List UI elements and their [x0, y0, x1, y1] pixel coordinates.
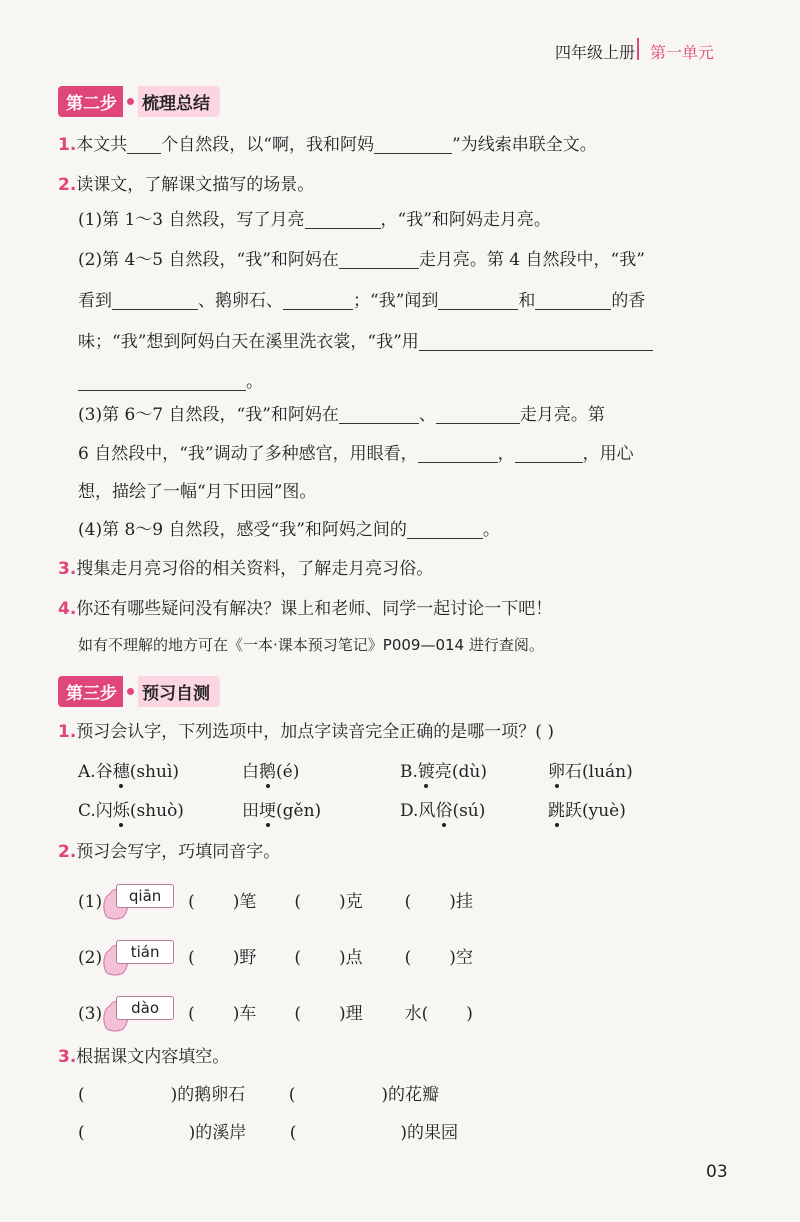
answer-blank[interactable]: [85, 1086, 171, 1104]
option-c[interactable]: [78, 799, 184, 823]
dotted-char: 镀: [417, 762, 435, 782]
question-text: ，用心: [582, 444, 634, 464]
answer-blank[interactable]: [428, 1005, 466, 1023]
answer-blank[interactable]: [515, 444, 583, 463]
question-text: 搜集走月亮习俗的相关资料，了解走月亮习俗。: [76, 559, 434, 579]
option-text: 石(luán): [565, 762, 633, 782]
question-3-2: [58, 840, 280, 864]
option-text: (shuì): [129, 762, 180, 782]
question-text: 你还有哪些疑问没有解决？课上和老师、同学一起讨论一下吧！: [76, 599, 553, 619]
pinyin-badge: [102, 994, 174, 1034]
homophone-row-2: (2) tián ( ) 野 ( ) 点 ( ) 空: [78, 938, 473, 978]
dotted-char: 埂: [259, 801, 276, 821]
step-label: 第二步: [58, 86, 123, 117]
fill-row-1: ( )的鹅卵石 ( )的花瓣: [78, 1085, 439, 1105]
question-3-1: [58, 720, 554, 744]
section-heading-step2: [58, 86, 220, 116]
option-d[interactable]: [400, 799, 485, 823]
question-number: 3.: [58, 559, 77, 579]
option-b-word2: [548, 760, 633, 784]
dotted-char: 鹅: [259, 762, 276, 782]
question-2-4: [58, 597, 552, 621]
answer-blank[interactable]: [112, 291, 198, 310]
option-text: A.谷: [78, 762, 113, 782]
answer-blank[interactable]: [305, 210, 381, 229]
question-text: 读课文，了解课文描写的场景。: [76, 175, 315, 195]
question-text: (4)第 8～9 自然段，感受“我”和阿妈之间的: [78, 520, 407, 540]
row-index: (1): [78, 892, 103, 912]
fill-suffix: 的溪岸: [195, 1123, 247, 1143]
question-text: 的香: [611, 291, 646, 311]
dotted-char: 烁: [112, 801, 130, 821]
option-text: B.: [400, 762, 418, 782]
fill-suffix: 的鹅卵石: [177, 1085, 246, 1105]
sub-question-2-line4: [78, 370, 263, 394]
question-number: 4.: [58, 599, 77, 619]
option-b[interactable]: [400, 760, 487, 784]
option-text: D.风: [400, 801, 436, 821]
option-text: 跃(yuè): [565, 801, 626, 821]
char-suffix: 空: [455, 948, 473, 968]
answer-blank[interactable]: [374, 135, 452, 154]
char-suffix: 笔: [239, 892, 257, 912]
answer-blank[interactable]: [78, 372, 246, 391]
section-heading-step3: [58, 676, 220, 706]
option-text: (gěn): [276, 801, 322, 821]
header-unit: 第一单元: [650, 43, 715, 62]
answer-blank[interactable]: [436, 405, 520, 424]
reference-note: 如有不理解的地方可在《一本·课本预习笔记》P009—014 进行查阅。: [78, 636, 544, 654]
answer-blank[interactable]: [339, 405, 419, 424]
char-suffix: 野: [239, 948, 257, 968]
row-index: (2): [78, 948, 103, 968]
pinyin-badge: [102, 938, 174, 978]
question-number: 2.: [58, 842, 77, 862]
option-text: 田: [242, 801, 259, 821]
answer-blank[interactable]: [195, 949, 233, 967]
dotted-char: 跳: [548, 801, 565, 821]
answer-blank[interactable]: [411, 893, 449, 911]
sub-question-3-line2: [78, 442, 634, 466]
sub-question-2-line2: [78, 289, 645, 313]
sub-question-4: [78, 518, 500, 542]
question-text: 和: [518, 291, 536, 311]
question-text: 预习会认字，下列选项中，加点字读音完全正确的是哪一项？( ): [76, 722, 554, 742]
char-suffix: 点: [345, 948, 363, 968]
step-title: 预习自测: [138, 676, 220, 707]
pinyin-text: dào: [116, 996, 174, 1020]
question-number: 1.: [58, 135, 77, 155]
question-text: 走月亮。第: [519, 405, 605, 425]
answer-blank[interactable]: [301, 893, 339, 911]
question-text: (1)第 1～3 自然段，写了月亮: [78, 210, 305, 230]
question-text: 。: [246, 372, 263, 392]
option-c-word2: [242, 799, 321, 823]
answer-blank[interactable]: [301, 949, 339, 967]
question-text: 、鹅卵石、: [198, 291, 283, 311]
answer-blank[interactable]: [301, 1005, 339, 1023]
question-text: 6 自然段中，“我”调动了多种感官，用眼看，: [78, 444, 418, 464]
sub-question-3-line1: [78, 403, 605, 427]
fill-suffix: 的果园: [406, 1123, 458, 1143]
sub-question-2-line1: [78, 248, 645, 272]
question-text: 想，描绘了一幅“月下田园”图。: [78, 482, 317, 502]
question-2-3: [58, 557, 433, 581]
option-a[interactable]: [78, 760, 179, 784]
question-text: ；“我”闻到: [353, 291, 439, 311]
answer-blank[interactable]: [339, 250, 419, 269]
bullet-dot-icon: [127, 98, 134, 105]
header-grade: 四年级上册: [555, 43, 636, 62]
question-text: ，“我”和阿妈走月亮。: [380, 210, 551, 230]
question-3-3: [58, 1045, 229, 1069]
question-text: ”为线索串联全文。: [452, 135, 597, 155]
bullet-dot-icon: [127, 688, 134, 695]
pinyin-badge: [102, 882, 174, 922]
answer-blank[interactable]: [419, 332, 653, 351]
answer-blank[interactable]: [127, 135, 161, 154]
question-text: 味；“我”想到阿妈白天在溪里洗衣裳，“我”用: [78, 332, 419, 352]
char-prefix: 水: [404, 1004, 422, 1024]
answer-blank[interactable]: [195, 893, 233, 911]
step-title: 梳理总结: [138, 86, 220, 117]
option-text: 亮(dù): [434, 762, 488, 782]
char-suffix: 理: [345, 1004, 363, 1024]
answer-blank[interactable]: [411, 949, 449, 967]
question-text: 个自然段，以“啊，我和阿妈: [161, 135, 374, 155]
row-index: (3): [78, 1004, 103, 1024]
answer-blank[interactable]: [438, 291, 518, 310]
pinyin-text: tián: [116, 940, 174, 964]
question-text: 看到: [78, 291, 112, 311]
answer-blank[interactable]: [407, 520, 483, 539]
option-a-word2: [242, 760, 299, 784]
answer-blank[interactable]: [283, 291, 353, 310]
question-text: (2)第 4～5 自然段，“我”和阿妈在: [78, 250, 339, 270]
sub-question-3-line3: [78, 480, 316, 504]
question-2-2: [58, 173, 314, 197]
question-text: 、: [418, 405, 436, 425]
sub-question-2-line3: [78, 330, 653, 354]
question-2-1: [58, 133, 597, 157]
question-text: ，: [497, 444, 515, 464]
homophone-row-3: (3) dào ( ) 车 ( ) 理 水 ( ): [78, 994, 473, 1034]
answer-blank[interactable]: [418, 444, 498, 463]
answer-blank[interactable]: [535, 291, 611, 310]
question-text: 根据课文内容填空。: [76, 1047, 230, 1067]
fill-row-2: ( )的溪岸 ( )的果园: [78, 1123, 458, 1143]
question-number: 1.: [58, 722, 77, 742]
answer-blank[interactable]: [85, 1124, 189, 1142]
homophone-row-1: (1) qiān ( ) 笔 ( ) 克 ( ) 挂: [78, 882, 473, 922]
char-suffix: 挂: [455, 892, 473, 912]
char-suffix: 克: [345, 892, 363, 912]
question-text: 预习会写字，巧填同音字。: [76, 842, 281, 862]
question-text: 。: [482, 520, 500, 540]
answer-blank[interactable]: [295, 1086, 381, 1104]
header-divider: [637, 38, 639, 60]
answer-blank[interactable]: [296, 1124, 400, 1142]
question-text: (3)第 6～7 自然段，“我”和阿妈在: [78, 405, 339, 425]
char-suffix: 车: [239, 1004, 257, 1024]
page-number: 03: [706, 1162, 728, 1182]
question-number: 2.: [58, 175, 77, 195]
option-text: (shuò): [129, 801, 184, 821]
option-d-word2: [548, 799, 626, 823]
step-label: 第三步: [58, 676, 123, 707]
option-text: C.闪: [78, 801, 113, 821]
answer-blank[interactable]: [195, 1005, 233, 1023]
dotted-char: 卵: [548, 762, 565, 782]
question-text: 本文共: [76, 135, 128, 155]
question-text: 走月亮。第 4 自然段中，“我”: [418, 250, 645, 270]
dotted-char: 俗: [435, 801, 453, 821]
sub-question-1: [78, 208, 551, 232]
question-number: 3.: [58, 1047, 77, 1067]
fill-suffix: 的花瓣: [387, 1085, 439, 1105]
option-text: (sú): [452, 801, 486, 821]
pinyin-text: qiān: [116, 884, 174, 908]
option-text: 白: [242, 762, 259, 782]
dotted-char: 穗: [112, 762, 130, 782]
option-text: (é): [276, 762, 300, 782]
